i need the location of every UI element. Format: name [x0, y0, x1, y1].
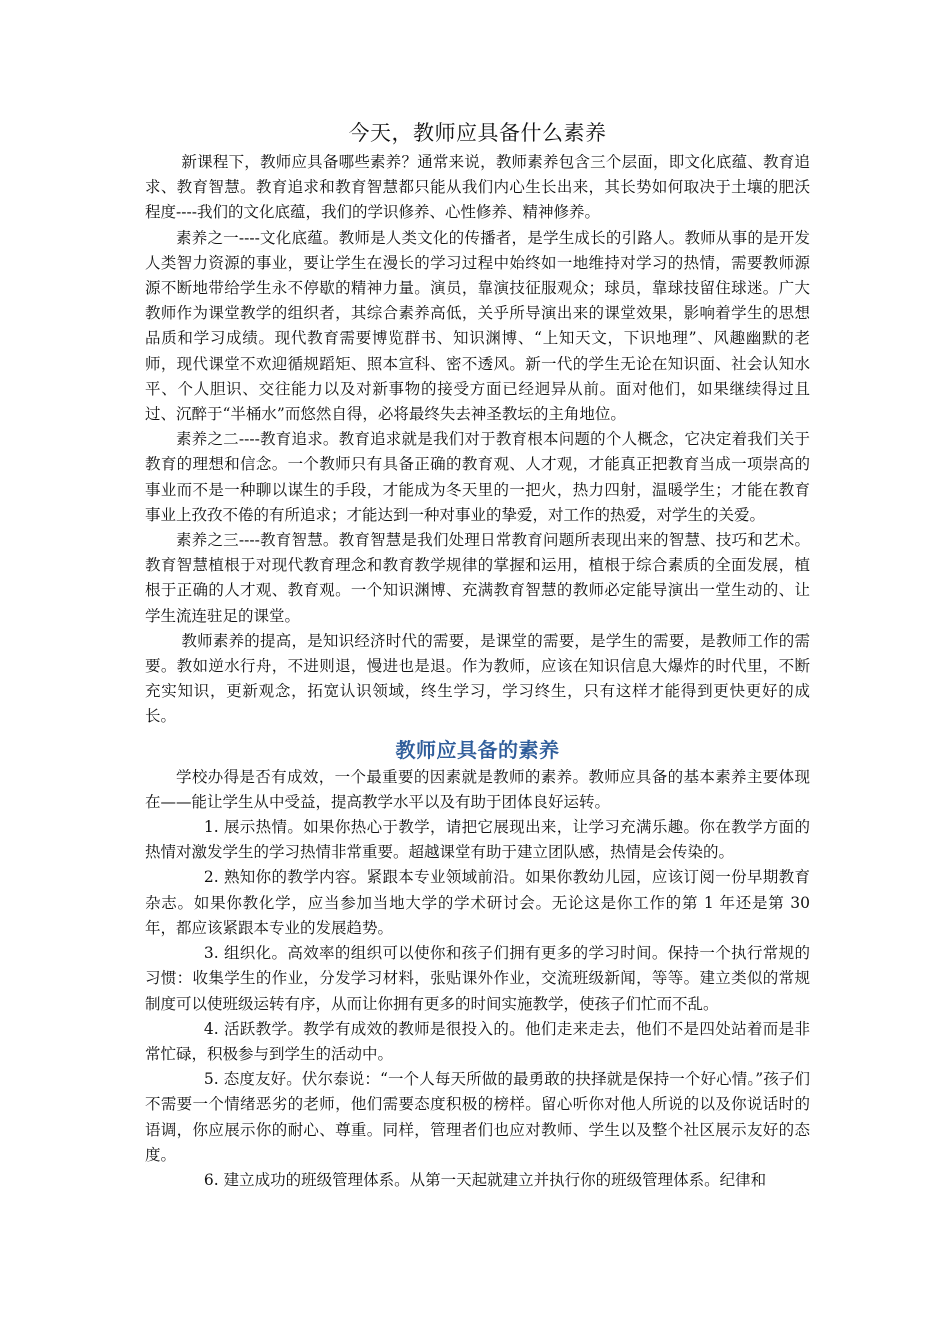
paragraph-conclusion: 教师素养的提高，是知识经济时代的需要，是课堂的需要，是学生的需要，是教师工作的需要。教如逆水行舟，不进则退，慢进也是退。作为教师，应该在知识信息大爆炸的时代里，不断充实知识，更新观念，拓宽认识领域，终生学习，学习终生，只有这样才能得到更快更好的成长。: [145, 631, 810, 726]
list-item: 1. 展示热情。如果你热心于教学，请把它展现出来，让学习充满乐趣。你在教学方面的热情对激发学生的学习热情非常重要。超越课堂有助于建立团队感，热情是会传染的。: [145, 818, 810, 862]
paragraph-cultural-foundation: 素养之一----文化底蕴。教师是人类文化的传播者，是学生成长的引路人。教师从事的是开发人类智力资源的事业，要让学生在漫长的学习过程中始终如一地维持对学习的热情，需要教师源源不断地带给学生永不停歇的精神力量。演员，靠演技征服观众；球员，靠球技留住球迷。广大教师作为课堂教学的组织者，其综合素养高低，关乎所导演出来的课堂效果，影响着学生的思想品质和学习成绩。现代教育需要博览群书、知识渊博、“上知天文，下识地理”、风趣幽默的老师，现代课堂不欢迎循规蹈矩、照本宣科、密不透风。新一代的学生无论在知识面、社会认知水平、个人胆识、交往能力以及对新事物的接受方面已经迥异从前。面对他们，如果继续得过且过、沉醉于“半桶水”而悠然自得，必将最终失去神圣教坛的主角地位。: [145, 228, 810, 424]
section-teacher-qualities: [145, 735, 810, 1193]
paragraph-educational-wisdom: 素养之三----教育智慧。教育智慧是我们处理日常教育问题所表现出来的智慧、技巧和艺术。教育智慧植根于对现代教育理念和教育教学规律的掌握和运用，植根于综合素质的全面发展，植根于正确的人才观、教育观。一个知识渊博、充满教育智慧的教师必定能导演出一堂生动的、让学生流连驻足的课堂。: [145, 531, 810, 625]
list-item: 3. 组织化。高效率的组织可以使你和孩子们拥有更多的学习时间。保持一个执行常规的习惯：收集学生的作业，分发学习材料，张贴课外作业，交流班级新闻，等等。建立类似的常规制度可以使班级运转有序，从而让你拥有更多的时间实施教学，使孩子们忙而不乱。: [145, 944, 810, 1013]
list-item: 2. 熟知你的教学内容。紧跟本专业领域前沿。如果你教幼儿园，应该订阅一份早期教育杂志。如果你教化学，应当参加当地大学的学术研讨会。无论这是你工作的第 1 年还是第 30 年，都应该紧跟本专业的发展趋势。: [145, 868, 810, 937]
paragraph-intro: 新课程下，教师应具备哪些素养？通常来说，教师素养包含三个层面，即文化底蕴、教育追求、教育智慧。教育追求和教育智慧都只能从我们内心生长出来，其长势如何取决于土壤的肥沃程度----我们的文化底蕴，我们的学识修养、心性修养、精神修养。: [145, 153, 810, 222]
section-intro: 学校办得是否有成效，一个最重要的因素就是教师的素养。教师应具备的基本素养主要体现在——能让学生从中受益，提高教学水平以及有助于团体良好运转。: [145, 767, 810, 811]
list-item: 4. 活跃教学。教学有成效的教师是很投入的。他们走来走去，他们不是四处站着而是非常忙碌，积极参与到学生的活动中。: [145, 1019, 810, 1063]
section-title: 教师应具备的素养: [395, 737, 560, 762]
document-page: [145, 118, 810, 1193]
list-item: 6. 建立成功的班级管理体系。从第一天起就建立并执行你的班级管理体系。纪律和: [203, 1170, 767, 1189]
document-title: 今天，教师应具备什么素养: [348, 121, 607, 145]
list-item: 5. 态度友好。伏尔泰说：“一个人每天所做的最勇敢的抉择就是保持一个好心情。”孩子们不需要一个情绪恶劣的老师，他们需要态度积极的榜样。留心听你对他人所说的以及你说话时的语调，你应展示你的耐心、尊重。同样，管理者们也应对教师、学生以及整个社区展示友好的态度。: [145, 1070, 810, 1164]
paragraph-educational-pursuit: 素养之二----教育追求。教育追求就是我们对于教育根本问题的个人概念，它决定着我们关于教育的理想和信念。一个教师只有具备正确的教育观、人才观，才能真正把教育当成一项崇高的事业而不是一种聊以谋生的手段，才能成为冬天里的一把火，热力四射，温暖学生；才能在教育事业上孜孜不倦的有所追求；才能达到一种对事业的挚爱，对工作的热爱，对学生的关爱。: [145, 430, 810, 524]
